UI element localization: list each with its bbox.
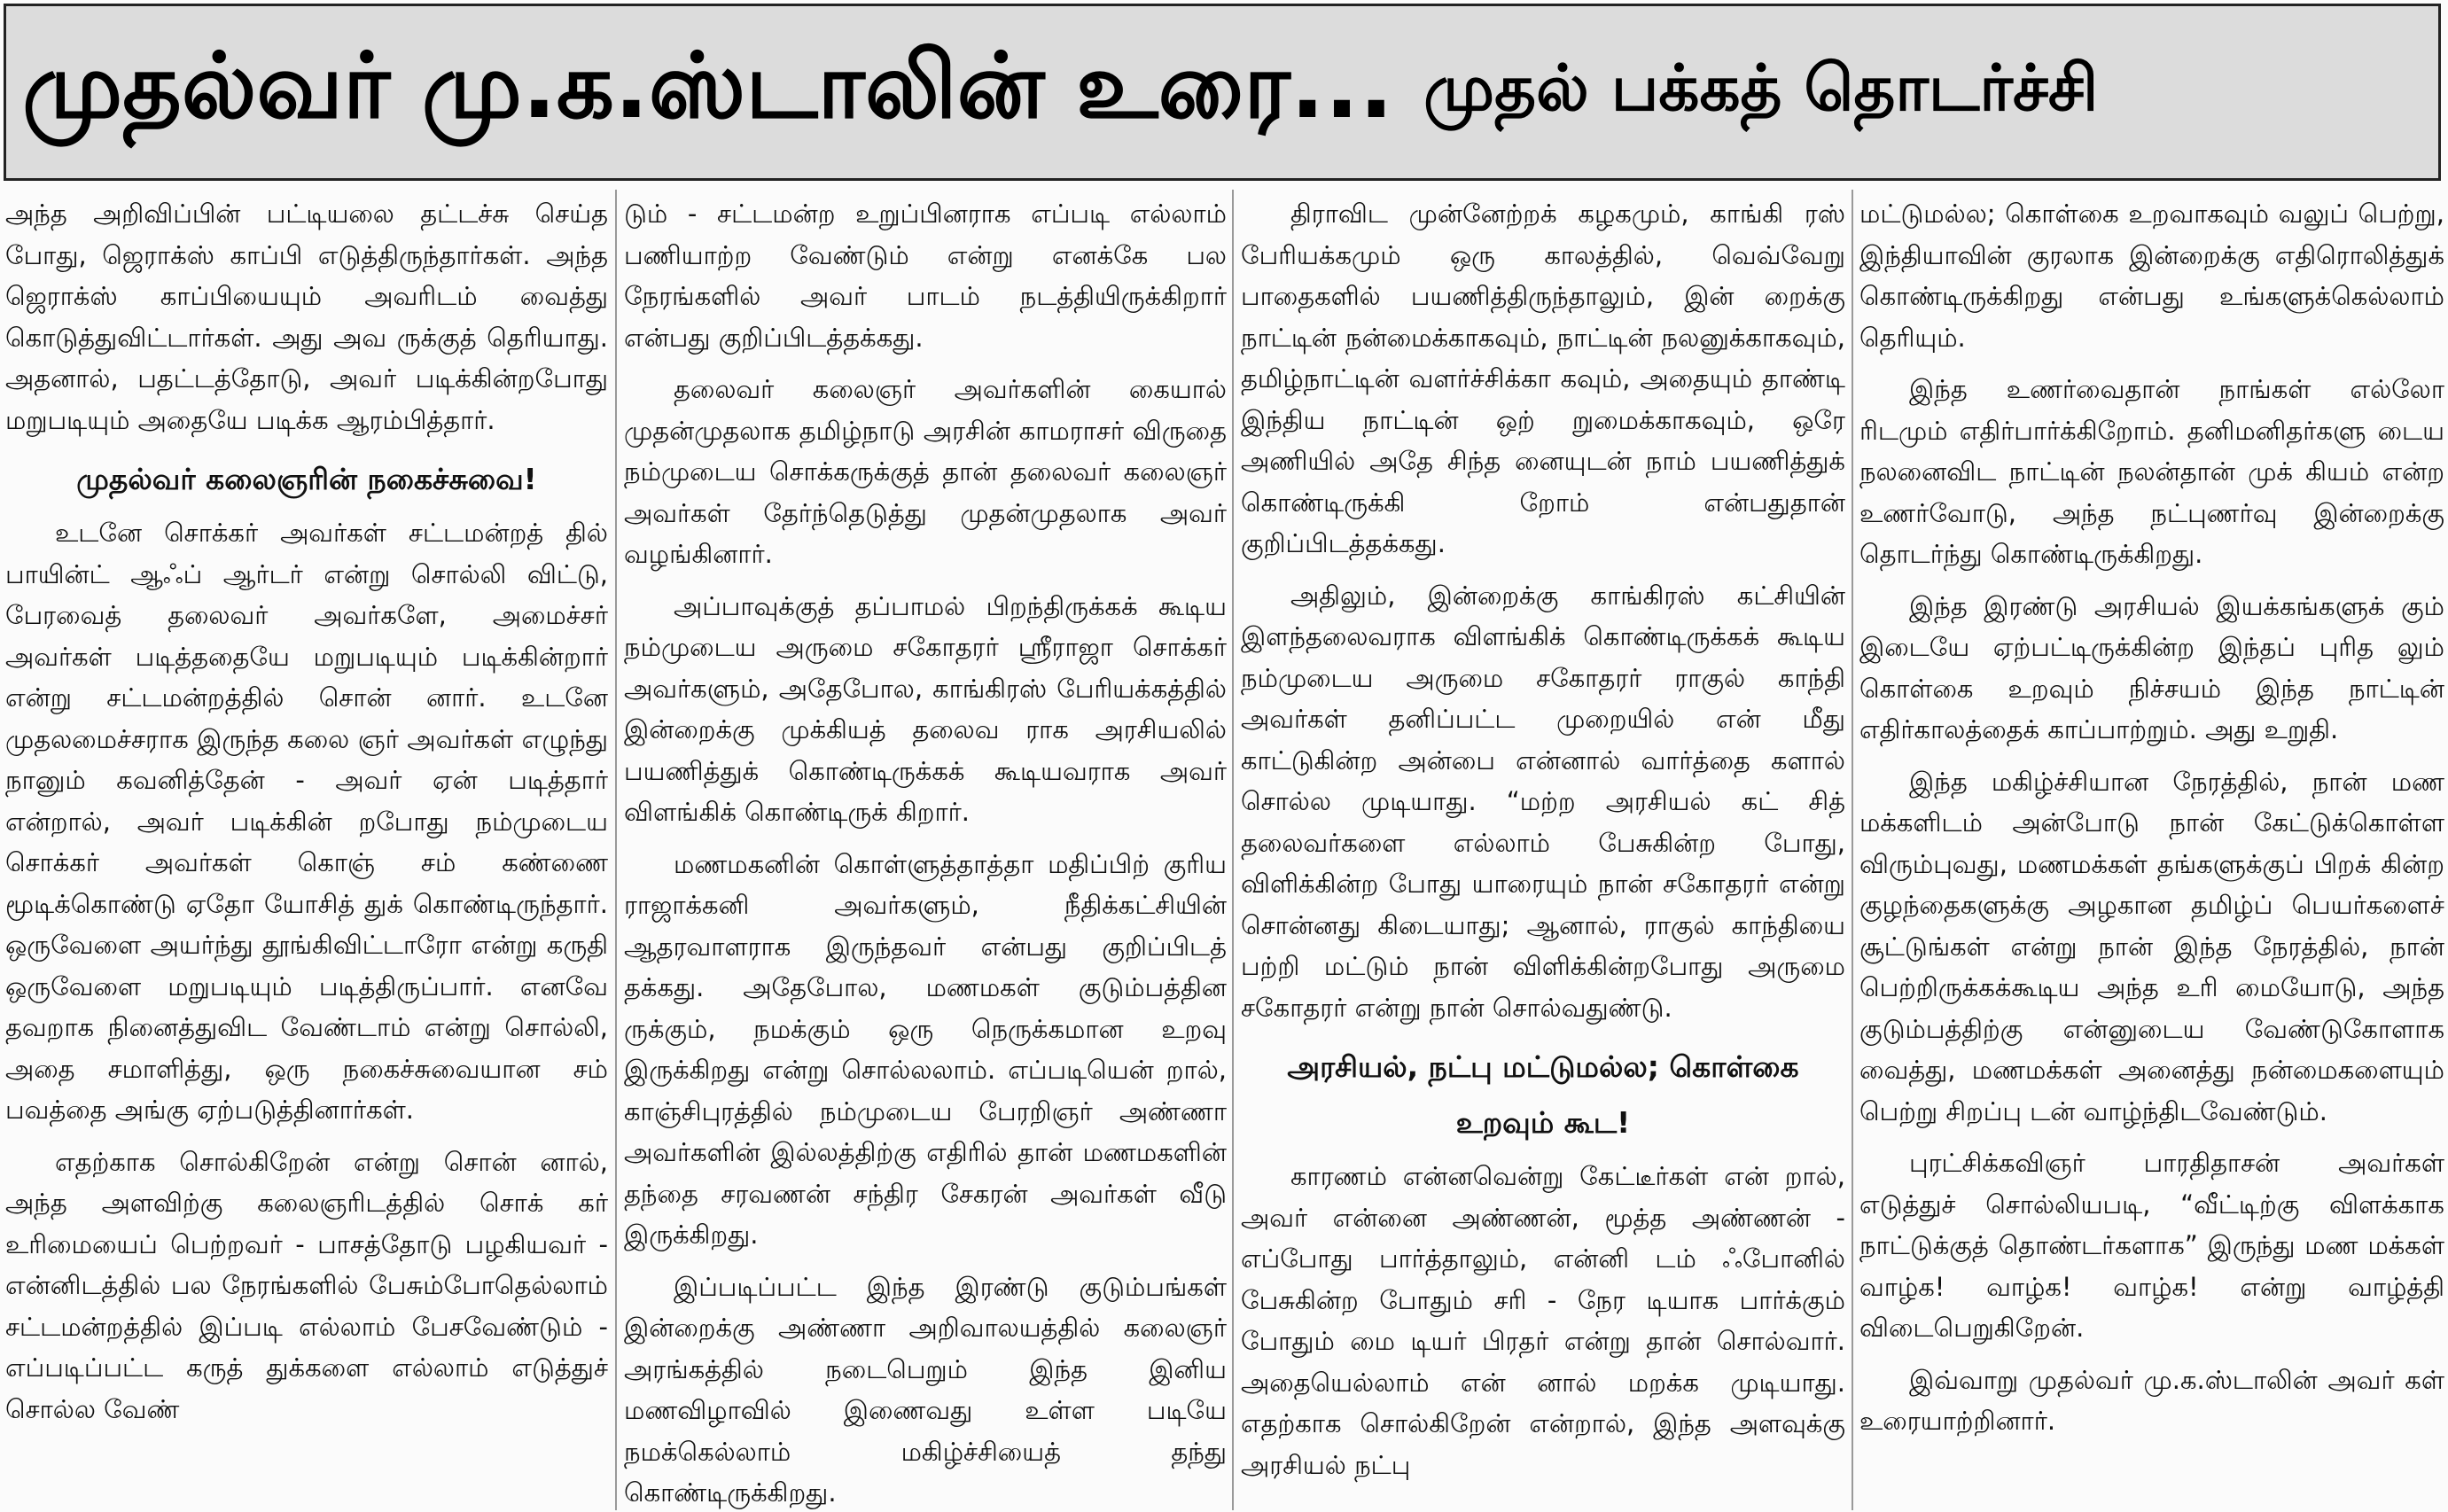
article-column-4 (1859, 193, 2444, 1510)
article-paragraph: திராவிட முன்னேற்றக் கழகமும், காங்கி ரஸ் பேரியக்கமும் ஒரு காலத்தில், வெவ்வேறு பாதைகளில் பயணித்திருந்தாலும், இன் றைக்கு நாட்டின் நன்மைக்காகவும், நாட்டின் நலனுக்காகவும், தமிழ்நாட்டின் வளர்ச்சிக்கா கவும், அதையும் தாண்டி இந்திய நாட்டின் ஒற் றுமைக்காகவும், ஒரே அணியில் அதே சிந்த னையுடன் நாம் பயணித்துக் கொண்டிருக்கி றோம் என்பதுதான் குறிப்பிடத்தக்கது. (1241, 199, 1845, 558)
article-paragraph: இந்த உணர்வைதான் நாங்கள் எல்லோ ரிடமும் எதிர்பார்க்கிறோம். தனிமனிதர்களு டைய நலனைவிட நாட்டின் நலன்தான் முக் கியம் என்ற உணர்வோடு, அந்த நட்புணர்வு இன்றைக்கு தொடர்ந்து கொண்டிருக்கிறது. (1859, 374, 2444, 569)
article-paragraph: இவ்வாறு முதல்வர் மு.க.ஸ்டாலின் அவர் கள் உரையாற்றினார். (1859, 1364, 2444, 1436)
section-subheading: அரசியல், நட்பு மட்டுமல்ல; கொள்கை உறவும் கூட! (1287, 1049, 1799, 1140)
article-paragraph: உடனே சொக்கர் அவர்கள் சட்டமன்றத் தில் பாயின்ட் ஆஃப் ஆர்டர் என்று சொல்லி விட்டு, பேரவைத் தலைவர் அவர்களே, அமைச்சர் அவர்கள் படித்ததையே மறுபடியும் படிக்கின்றார் என்று சட்டமன்றத்தில் சொன் னார். உடனே முதலமைச்சராக இருந்த கலை ஞர் அவர்கள் எழுந்து நானும் கவனித்தேன் - அவர் ஏன் படித்தார் என்றால், அவர் படிக்கின் றபோது நம்முடைய சொக்கர் அவர்கள் கொஞ் சம் கண்ணை மூடிக்கொண்டு ஏதோ யோசித் துக் கொண்டிருந்தார். ஒருவேளை அயர்ந்து தூங்கிவிட்டாரோ என்று கருதி ஒருவேளை மறுபடியும் படித்திருப்பார். எனவே தவறாக நினைத்துவிட வேண்டாம் என்று சொல்லி, அதை சமாளித்து, ஒரு நகைச்சுவையான சம் பவத்தை அங்கு ஏற்படுத்தினார்கள். (5, 518, 608, 1125)
section-subheading: முதல்வர் கலைஞரின் நகைச்சுவை! (76, 462, 537, 496)
article-paragraph: புரட்சிக்கவிஞர் பாரதிதாசன் அவர்கள் எடுத்துச் சொல்லியபடி, “வீட்டிற்கு விளக்காக நாட்டுக்குத் தொண்டர்களாக” இருந்து மண மக்கள் வாழ்க! வாழ்க! வாழ்க! என்று வாழ்த்தி விடைபெறுகிறேன். (1859, 1148, 2444, 1343)
article-paragraph: இந்த மகிழ்ச்சியான நேரத்தில், நான் மண மக்களிடம் அன்போடு நான் கேட்டுக்கொள்ள விரும்புவது, மணமக்கள் தங்களுக்குப் பிறக் கின்ற குழந்தைகளுக்கு அழகான தமிழ்ப் பெயர்களைச் சூட்டுங்கள் என்று நான் இந்த நேரத்தில், நான் பெற்றிருக்கக்கூடிய அந்த உரி மையோடு, அந்த குடும்பத்திற்கு என்னுடைய வேண்டுகோளாக வைத்து, மணமக்கள் அனைத்து நன்மைகளையும் பெற்று சிறப்பு டன் வாழ்ந்திடவேண்டும். (1859, 766, 2444, 1126)
article-paragraph: இப்படிப்பட்ட இந்த இரண்டு குடும்பங்கள் இன்றைக்கு அண்ணா அறிவாலயத்தில் கலைஞர் அரங்கத்தில் நடைபெறும் இந்த இனிய மணவிழாவில் இணைவது உள்ள படியே நமக்கெல்லாம் மகிழ்ச்சியைத் தந்து கொண்டிருக்கிறது. (624, 1271, 1227, 1508)
article-column-3 (1241, 193, 1845, 1510)
column-divider (615, 190, 617, 1510)
article-paragraph: தலைவர் கலைஞர் அவர்களின் கையால் முதன்முதலாக தமிழ்நாடு அரசின் காமராசர் விருதை நம்முடைய சொக்கருக்குத் தான் தலைவர் கலைஞர் அவர்கள் தேர்ந்தெடுத்து முதன்முதலாக அவர் வழங்கினார். (624, 374, 1227, 569)
article-paragraph: காரணம் என்னவென்று கேட்டீர்கள் என் றால், அவர் என்னை அண்ணன், மூத்த அண்ணன் - எப்போது பார்த்தாலும், என்னி டம் ஃபோனில் பேசுகின்ற போதும் சரி - நேர டியாக பார்க்கும் போதும் மை டியர் பிரதர் என்று தான் சொல்வார். அதையெல்லாம் என் னால் மறக்க முடியாது. எதற்காக சொல்கிறேன் என்றால், இந்த அளவுக்கு அரசியல் நட்பு (1241, 1161, 1845, 1480)
column-divider (1232, 190, 1234, 1510)
article-paragraph: அப்பாவுக்குத் தப்பாமல் பிறந்திருக்கக் கூடிய நம்முடைய அருமை சகோதரர் ஸ்ரீராஜா சொக்கர் அவர்களும், அதேபோல, காங்கிரஸ் பேரியக்கத்தில் இன்றைக்கு முக்கியத் தலைவ ராக அரசியலில் பயணித்துக் கொண்டிருக்கக் கூடியவராக அவர் விளங்கிக் கொண்டிருக் கிறார். (624, 590, 1227, 827)
article-paragraph: மணமகனின் கொள்ளுத்தாத்தா மதிப்பிற் குரிய ராஜாக்கனி அவர்களும், நீதிக்கட்சியின் ஆதரவாளராக இருந்தவர் என்பது குறிப்பிடத் தக்கது. அதேபோல, மணமகள் குடும்பத்தின ருக்கும், நமக்கும் ஒரு நெருக்கமான உறவு இருக்கிறது என்று சொல்லலாம். எப்படியென் றால், காஞ்சிபுரத்தில் நம்முடைய பேரறிஞர் அண்ணா அவர்களின் இல்லத்திற்கு எதிரில் தான் மணமகளின் தந்தை சரவணன் சந்திர சேகரன் அவர்கள் வீடு இருக்கிறது. (624, 848, 1227, 1250)
headline-title: முதல்வர் மு.க.ஸ்டாலின் உரை... (22, 34, 1394, 139)
headline-continuation-label: முதல் பக்கத் தொடர்ச்சி (1423, 51, 2099, 125)
article-column-2 (624, 193, 1227, 1510)
article-paragraph: எதற்காக சொல்கிறேன் என்று சொன் னால், அந்த அளவிற்கு கலைஞரிடத்தில் சொக் கர் உரிமையைப் பெற்றவர் - பாசத்தோடு பழகியவர் - என்னிடத்தில் பல நேரங்களில் பேசும்போதெல்லாம் சட்டமன்றத்தில் இப்படி எல்லாம் பேசவேண்டும் - எப்படிப்பட்ட கருத் துக்களை எல்லாம் எடுத்துச் சொல்ல வேண் (5, 1146, 608, 1424)
article-paragraph: மட்டுமல்ல; கொள்கை உறவாகவும் வலுப் பெற்று, இந்தியாவின் குரலாக இன்றைக்கு எதிரொலித்துக் கொண்டிருக்கிறது என்பது உங்களுக்கெல்லாம் தெரியும். (1859, 199, 2444, 353)
article-paragraph: அதிலும், இன்றைக்கு காங்கிரஸ் கட்சியின் இளந்தலைவராக விளங்கிக் கொண்டிருக்கக் கூடிய நம்முடைய அருமை சகோதரர் ராகுல் காந்தி அவர்கள் தனிப்பட்ட முறையில் என் மீது காட்டுகின்ற அன்பை என்னால் வார்த்தை களால் சொல்ல முடியாது. “மற்ற அரசியல் கட் சித் தலைவர்களை எல்லாம் பேசுகின்ற போது, விளிக்கின்ற போது யாரையும் நான் சகோதரர் என்று சொன்னது கிடையாது; ஆனால், ராகுல் காந்தியை பற்றி மட்டும் நான் விளிக்கின்றபோது அருமை சகோதரர் என்று நான் சொல்வதுண்டு. (1241, 580, 1845, 1023)
column-divider (1852, 190, 1853, 1510)
article-headline (4, 4, 2441, 181)
article-paragraph: இந்த இரண்டு அரசியல் இயக்கங்களுக் கும் இடையே ஏற்பட்டிருக்கின்ற இந்தப் புரித லும் கொள்கை உறவும் நிச்சயம் இந்த நாட்டின் எதிர்காலத்தைக் காப்பாற்றும். அது உறுதி. (1859, 590, 2444, 744)
article-paragraph: டும் - சட்டமன்ற உறுப்பினராக எப்படி எல்லாம் பணியாற்ற வேண்டும் என்று எனக்கே பல நேரங்களில் அவர் பாடம் நடத்தியிருக்கிறார் என்பது குறிப்பிடத்தக்கது. (624, 199, 1227, 353)
article-paragraph: அந்த அறிவிப்பின் பட்டியலை தட்டச்சு செய்த போது, ஜெராக்ஸ் காப்பி எடுத்திருந்தார்கள். அந்த ஜெராக்ஸ் காப்பியையும் அவரிடம் வைத்து கொடுத்துவிட்டார்கள். அது அவ ருக்குத் தெரியாது. அதனால், பதட்டத்தோடு, அவர் படிக்கின்றபோது மறுபடியும் அதையே படிக்க ஆரம்பித்தார். (5, 199, 608, 435)
article-column-1 (5, 193, 608, 1510)
